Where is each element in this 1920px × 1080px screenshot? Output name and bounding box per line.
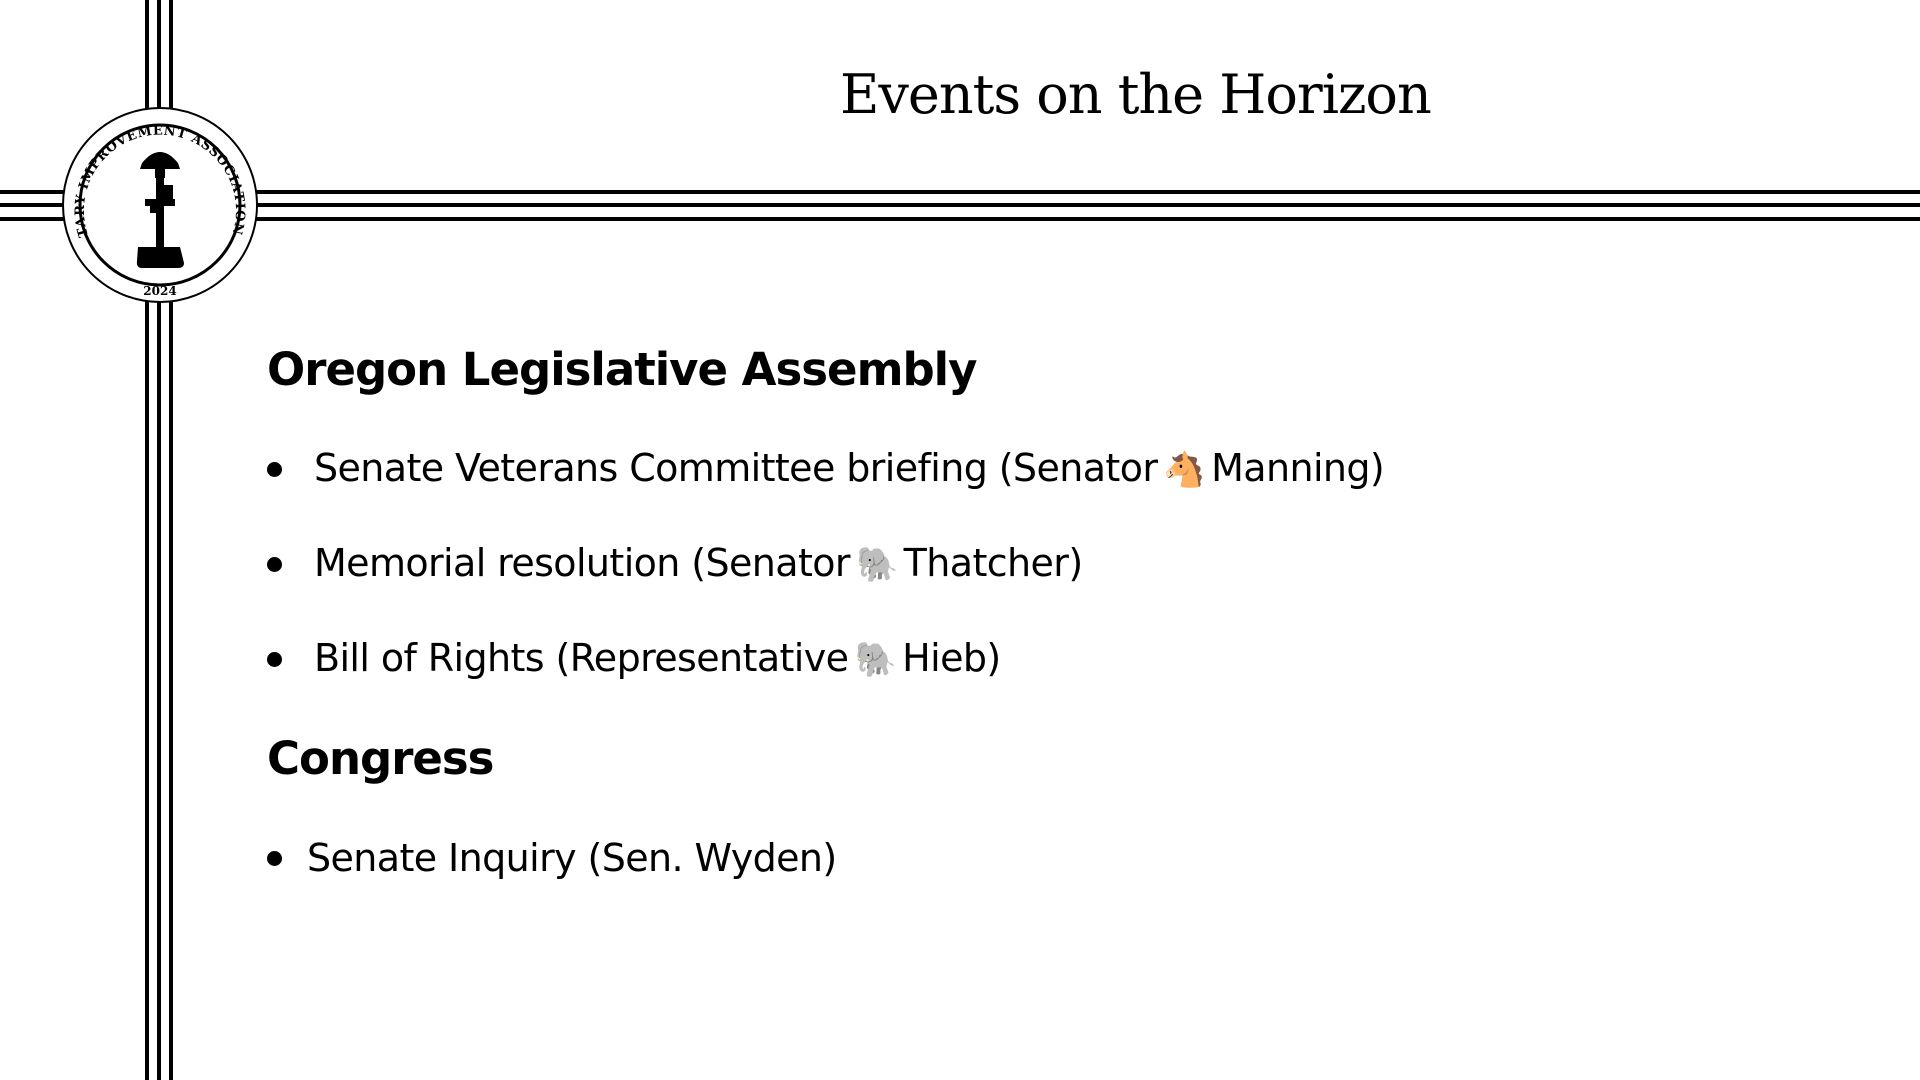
list-item-text: Memorial resolution (Senator 🐘 Thatcher) [314,538,1083,591]
list-item [267,444,1384,494]
horizontal-rule-middle [0,203,1920,207]
organization-seal [60,105,260,307]
seal-year: 2024 [143,284,177,298]
horse-icon: 🐴 [1163,450,1206,491]
list-item-text: Senate Veterans Committee briefing (Senator 🐴 Manning) [314,443,1384,496]
elephant-icon: 🐘 [855,545,898,586]
seal-icon [60,105,260,307]
elephant-icon: 🐘 [854,640,897,681]
bullet-icon [267,462,282,477]
page-title: Events on the Horizon [840,63,1431,126]
section-heading-congress: Congress [267,732,494,785]
bullet-icon [267,652,282,667]
list-item [267,539,1083,589]
list-item-text: Senate Inquiry (Sen. Wyden) [307,836,837,880]
list-item-text: Bill of Rights (Representative 🐘 Hieb) [314,633,1001,686]
svg-text:MILITARY IMPROVEMENT ASSOCIATI: TARY IMPROVEMENT ASSOCIATION [72,123,248,239]
bullet-icon [267,557,282,572]
horizontal-rule-top [0,190,1920,194]
list-item [267,833,837,883]
section-heading-oregon: Oregon Legislative Assembly [267,343,977,396]
list-item [267,634,1001,684]
bullet-icon [267,851,282,866]
horizontal-rule-bottom [0,217,1920,221]
